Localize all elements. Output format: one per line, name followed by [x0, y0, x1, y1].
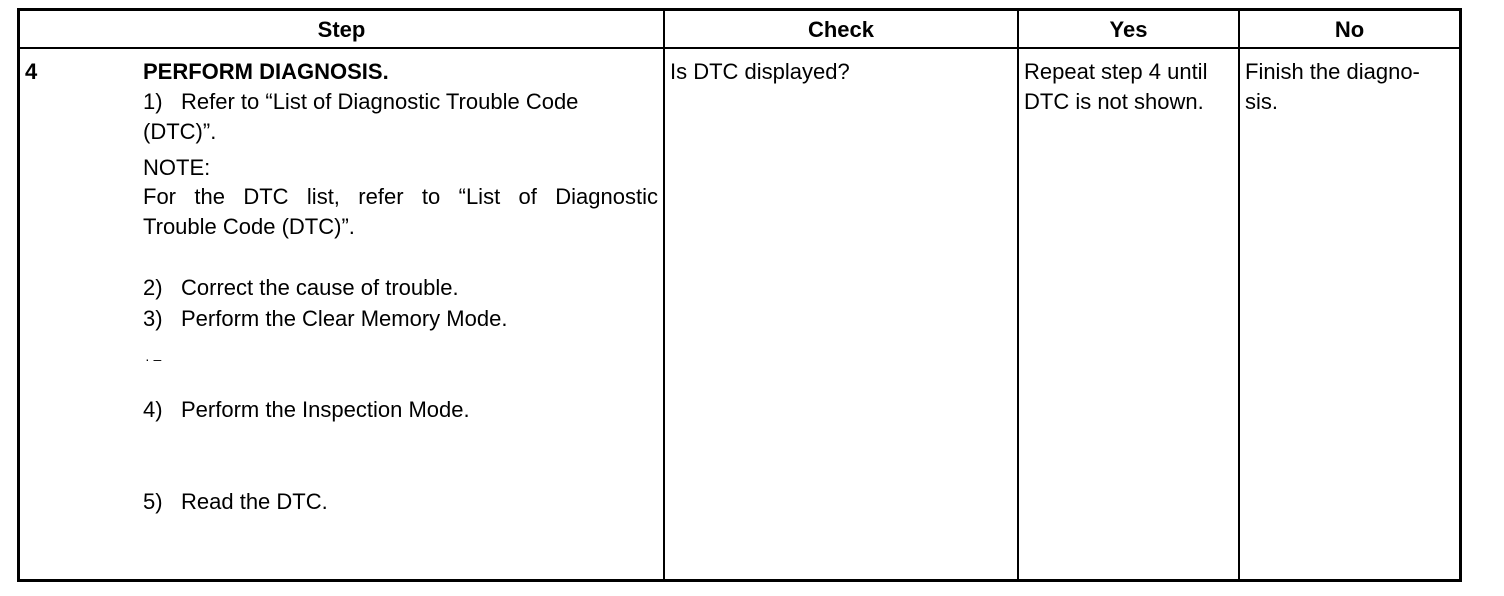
- divider-step-check: [663, 11, 665, 579]
- step-number: 4: [25, 59, 38, 84]
- divider-yes-no: [1238, 11, 1240, 579]
- note-label: NOTE:: [143, 155, 211, 180]
- step-item-2-text: Correct the cause of trouble.: [181, 275, 459, 300]
- step-item-2-number: 2): [143, 275, 163, 300]
- divider-check-yes: [1017, 11, 1019, 579]
- step-item-4-number: 4): [143, 397, 163, 422]
- step-item-4: [143, 395, 470, 424]
- step-item-1: [143, 87, 578, 116]
- step-item-1-continued: (DTC)”.: [143, 119, 217, 144]
- header-divider: [20, 47, 1459, 49]
- header-no: No: [1334, 17, 1365, 42]
- note-text-line-1: For the DTC list, refer to “List of Diagnostic: [143, 184, 658, 209]
- diagnosis-table: [17, 8, 1462, 582]
- step-item-5-text: Read the DTC.: [181, 489, 328, 514]
- yes-line-1: Repeat step 4 until: [1024, 59, 1208, 84]
- note-text-line-2: Trouble Code (DTC)”.: [143, 214, 355, 239]
- step-item-3: [143, 304, 507, 333]
- step-item-5-number: 5): [143, 489, 163, 514]
- step-item-3-text: Perform the Clear Memory Mode.: [181, 306, 508, 331]
- step-item-1-text: Refer to “List of Diagnostic Trouble Code: [181, 89, 579, 114]
- stray-mark: · –: [145, 351, 162, 367]
- no-line-1: Finish the diagno-: [1245, 59, 1420, 84]
- step-item-1-number: 1): [143, 89, 163, 114]
- step-item-5: [143, 487, 328, 516]
- header-yes: Yes: [1109, 17, 1148, 42]
- no-line-2: sis.: [1245, 89, 1278, 114]
- header-check: Check: [807, 17, 875, 42]
- yes-line-2: DTC is not shown.: [1024, 89, 1204, 114]
- header-step: Step: [317, 17, 366, 42]
- step-item-4-text: Perform the Inspection Mode.: [181, 397, 470, 422]
- check-question: Is DTC displayed?: [670, 59, 850, 84]
- step-item-2: [143, 273, 459, 302]
- step-title: PERFORM DIAGNOSIS.: [143, 59, 389, 84]
- step-content: [143, 57, 658, 557]
- step-item-3-number: 3): [143, 306, 163, 331]
